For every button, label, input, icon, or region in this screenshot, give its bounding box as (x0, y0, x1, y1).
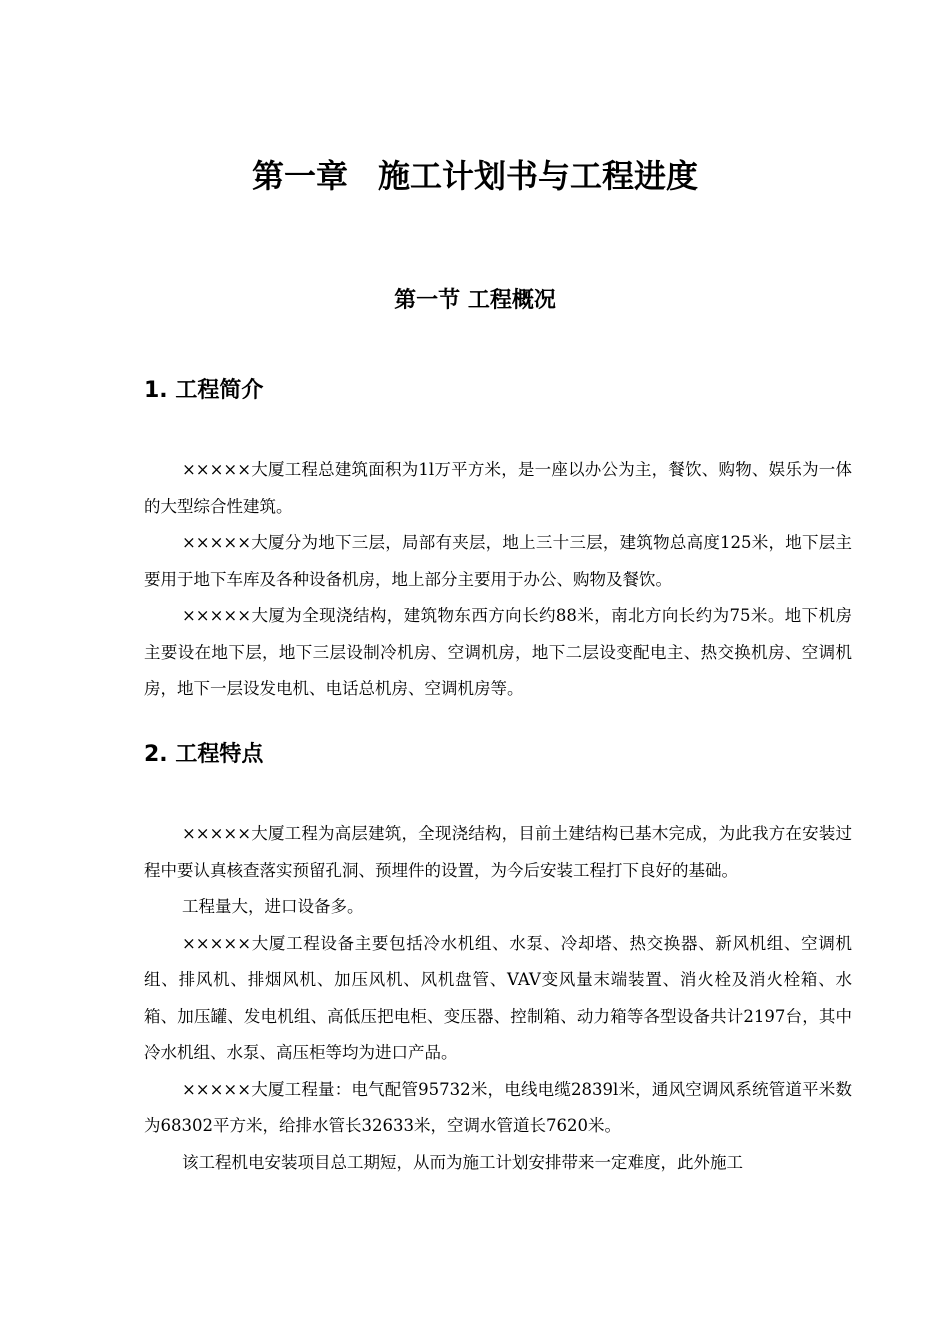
paragraph: ×××××大厦工程为高层建筑，全现浇结构，目前土建结构已基木完成，为此我方在安装过程中要认真核查落实预留孔洞、预埋件的设置，为今后安装工程打下良好的基础。 (144, 824, 852, 880)
paragraph: ×××××大厦工程总建筑面积为1l万平方米，是一座以办公为主，餐饮、购物、娱乐为一体的大型综合性建筑。 (144, 460, 852, 516)
paragraph: 该工程机电安装项目总工期短，从而为施工计划安排带来一定难度，此外施工 (181, 1152, 743, 1172)
paragraph: 工程量大，进口设备多。 (181, 897, 364, 916)
paragraph: ×××××大厦分为地下三层，局部有夹层，地上三十三层，建筑物总高度125米，地下层主要用于地下车库及各种设备机房，地上部分主要用于办公、购物及餐饮。 (144, 533, 852, 589)
chapter-title (0, 152, 950, 200)
paragraph: ×××××大厦工程设备主要包括冷水机组、水泵、冷却塔、热交换器、新风机组、空调机组、排风机、排烟风机、加压风机、风机盘管、VAV变风量末端装置、消火栓及消火栓箱、水箱、加压罐、发电机组、高低压把电柜、变压器、控制箱、动力箱等各型设备共计2197台，其中冷水机组、水泵、高压柜等均为进口产品。 (144, 933, 852, 1062)
heading-project-intro: 1. 工程简介 (144, 378, 264, 403)
chapter-title-text: 施工计划书与工程进度 (378, 157, 699, 195)
heading-project-features: 2. 工程特点 (144, 742, 264, 767)
paragraph: ×××××大厦为全现浇结构，建筑物东西方向长约88米，南北方向长约为75米。地下机房主要设在地下层，地下三层设制冷机房、空调机房，地下二层设变配电主、热交换机房、空调机房，地下一层设发电机、电话总机房、空调机房等。 (144, 606, 852, 698)
project-intro-body (144, 452, 852, 708)
section-title: 第一节 工程概况 (394, 288, 556, 313)
paragraph: ×××××大厦工程量：电气配管95732米，电线电缆2839l米，通风空调风系统管道平米数为68302平方米，给排水管长32633米，空调水管道长7620米。 (144, 1079, 852, 1135)
chapter-label: 第一章 (251, 157, 348, 195)
project-features-body (144, 816, 852, 1181)
